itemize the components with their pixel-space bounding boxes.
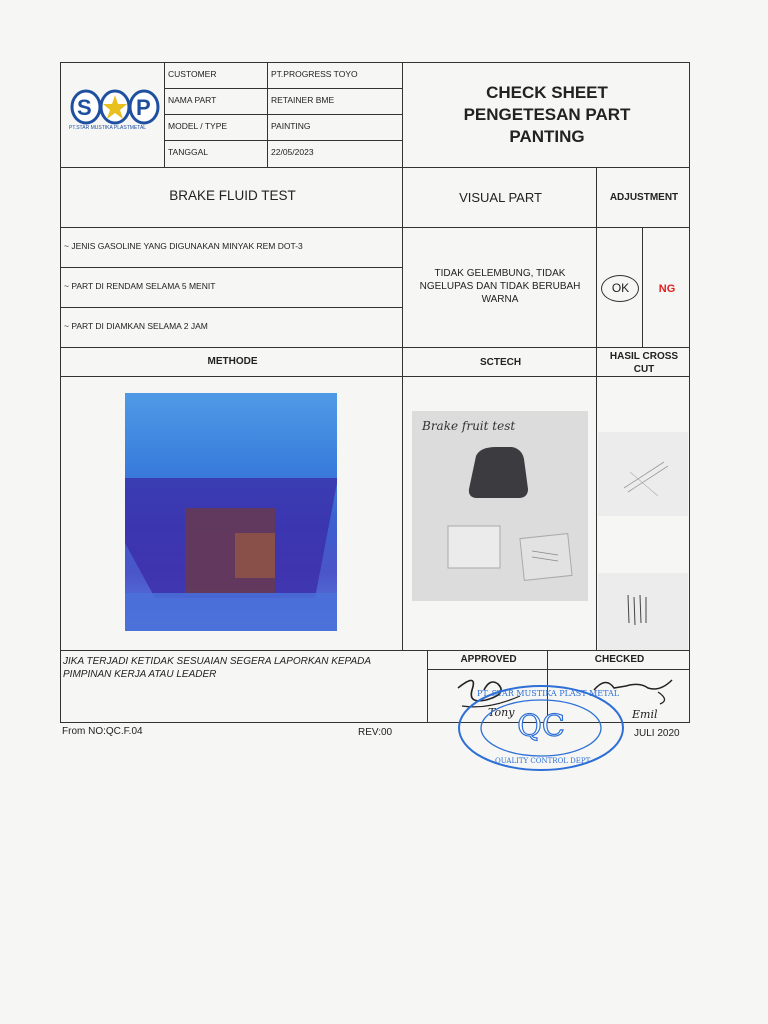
form-number: From NO:QC.F.04 (62, 726, 143, 737)
ok-cell (596, 227, 643, 348)
checked-header-cell (547, 650, 690, 670)
test-title-cell (60, 167, 403, 228)
sketch-photo (412, 411, 588, 601)
customer-label-cell (164, 62, 268, 89)
step-text-3: ~ PART DI DIAMKAN SELAMA 2 JAM (64, 321, 208, 331)
part-label: NAMA PART (168, 95, 217, 105)
qc-stamp (455, 683, 627, 773)
part-label-cell (164, 88, 268, 115)
logo-cell (60, 62, 165, 168)
visual-criteria-cell (402, 227, 597, 348)
method-header: METHODE (207, 356, 258, 367)
checked-signature-name: Emil (632, 708, 658, 721)
stamp-bottom-text: QUALITY CONTROL DEPT (495, 757, 591, 765)
step-text-2: ~ PART DI RENDAM SELAMA 5 MENIT (64, 281, 216, 291)
visual-title: VISUAL PART (459, 190, 542, 205)
model-label-cell (164, 114, 268, 141)
title-line-1: CHECK SHEET (486, 83, 608, 102)
adjust-title-cell (596, 167, 690, 228)
step-text-1: ~ JENIS GASOLINE YANG DIGUNAKAN MINYAK REM DOT-3 (64, 241, 303, 251)
note-cell (60, 650, 428, 723)
logo-letter-p: P (136, 95, 151, 120)
stamp-top-text: PT. STAR MUSTIKA PLAST METAL (477, 689, 620, 698)
cross-cut-cell (596, 376, 690, 651)
cross-cut-photo-1 (598, 432, 688, 516)
cross-cut-header: HASIL CROSS CUT (609, 351, 679, 375)
method-photo-cell (60, 376, 403, 651)
logo-letter-s: S (77, 95, 92, 120)
model-label: MODEL / TYPE (168, 121, 228, 131)
visual-criteria-text: TIDAK GELEMBUNG, TIDAK NGELUPAS DAN TIDAK BERUBAH WARNA (419, 268, 581, 305)
customer-value: PT.PROGRESS TOYO (271, 69, 358, 79)
method-header-cell (60, 347, 403, 377)
sketch-header-cell (402, 347, 597, 377)
approved-header-cell (427, 650, 548, 670)
visual-title-cell (402, 167, 597, 228)
approved-label: APPROVED (460, 654, 517, 665)
footer-date: JULI 2020 (634, 728, 680, 739)
sketch-header: SCTECH (479, 357, 522, 368)
date-label-cell (164, 140, 268, 168)
step-row-3 (60, 307, 403, 348)
approved-signature-name: Tony (488, 706, 515, 719)
date-label: TANGGAL (168, 147, 208, 157)
customer-value-cell (267, 62, 403, 89)
title-line-3: PANTING (509, 127, 585, 146)
logo-tagline: PT.STAR MUSTIKA PLASTMETAL (69, 125, 147, 131)
note-text: JIKA TERJADI KETIDAK SESUAIAN SEGERA LAPORKAN KEPADA PIMPINAN KERJA ATAU LEADER (63, 656, 371, 680)
cross-cut-photo-2 (598, 573, 688, 651)
part-value: RETAINER BME (271, 95, 335, 105)
stamp-center-text: QC (517, 709, 565, 744)
ng-cell (642, 227, 690, 348)
step-row-2 (60, 267, 403, 308)
customer-label: CUSTOMER (168, 69, 217, 79)
date-value: 22/05/2023 (271, 147, 314, 157)
ok-label: OK (611, 281, 630, 295)
step-row-1 (60, 227, 403, 268)
date-value-cell (267, 140, 403, 168)
method-photo (125, 393, 337, 631)
part-value-cell (267, 88, 403, 115)
sketch-caption: Brake fruit test (422, 419, 516, 433)
revision: REV:00 (358, 727, 393, 738)
title-cell (402, 62, 690, 168)
model-value-cell (267, 114, 403, 141)
checked-label: CHECKED (594, 654, 645, 665)
adjust-title: ADJUSTMENT (609, 192, 679, 203)
title-line-2: PENGETESAN PART (463, 105, 631, 124)
ng-label: NG (658, 283, 676, 295)
model-value: PAINTING (271, 121, 311, 131)
test-title: BRAKE FLUID TEST (169, 188, 296, 203)
sketch-photo-cell (402, 376, 597, 651)
cross-cut-header-cell (596, 347, 690, 377)
